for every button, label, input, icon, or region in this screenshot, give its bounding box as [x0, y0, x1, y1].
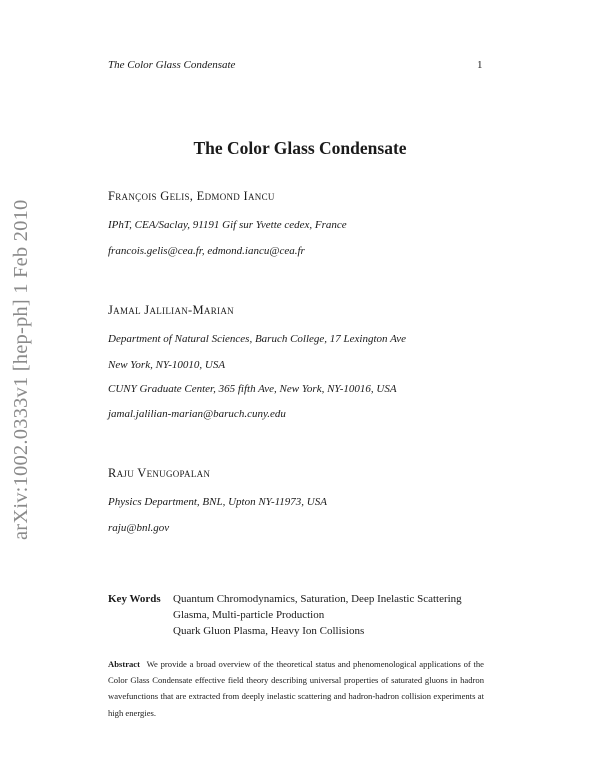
affiliation-1: IPhT, CEA/Saclay, 91191 Gif sur Yvette cedex, France	[108, 219, 347, 231]
author-names-1: François Gelis, Edmond Iancu	[108, 189, 275, 203]
author-names-3: Raju Venugopalan	[108, 466, 211, 480]
affiliation-3: Physics Department, BNL, Upton NY-11973, USA	[108, 496, 327, 508]
keywords-line-2: Glasma, Multi-particle Production	[173, 609, 325, 621]
author-names-2: Jamal Jalilian-Marian	[108, 303, 234, 317]
email-2: jamal.jalilian-marian@baruch.cuny.edu	[108, 408, 286, 420]
abstract	[108, 656, 484, 721]
email-1: francois.gelis@cea.fr, edmond.iancu@cea.fr	[108, 245, 305, 257]
keywords-label: Key Words	[108, 593, 161, 605]
keywords-line-1: Quantum Chromodynamics, Saturation, Deep Inelastic Scattering	[173, 593, 462, 605]
paper-title: The Color Glass Condensate	[193, 138, 407, 158]
email-3: raju@bnl.gov	[108, 522, 170, 534]
abstract-text: We provide a broad overview of the theoretical status and phenomenological applications of the Color Glass Condensate effective field theory describing universal properties of saturated gluons in hadron wavefunctions that are extracted from deeply inelastic scattering and hadron-hadron collision experiments at high energies.	[108, 659, 485, 718]
affiliation-2c: CUNY Graduate Center, 365 fifth Ave, New York, NY-10016, USA	[108, 383, 397, 395]
page-number: 1	[477, 59, 483, 71]
running-head: The Color Glass Condensate	[108, 59, 236, 71]
keywords-line-3: Quark Gluon Plasma, Heavy Ion Collisions	[173, 625, 365, 637]
affiliation-2a: Department of Natural Sciences, Baruch College, 17 Lexington Ave	[108, 333, 406, 345]
arxiv-stamp: arXiv:1002.0333v1 [hep-ph] 1 Feb 2010	[10, 199, 32, 540]
affiliation-2b: New York, NY-10010, USA	[108, 359, 226, 371]
abstract-label: Abstract	[108, 659, 140, 669]
